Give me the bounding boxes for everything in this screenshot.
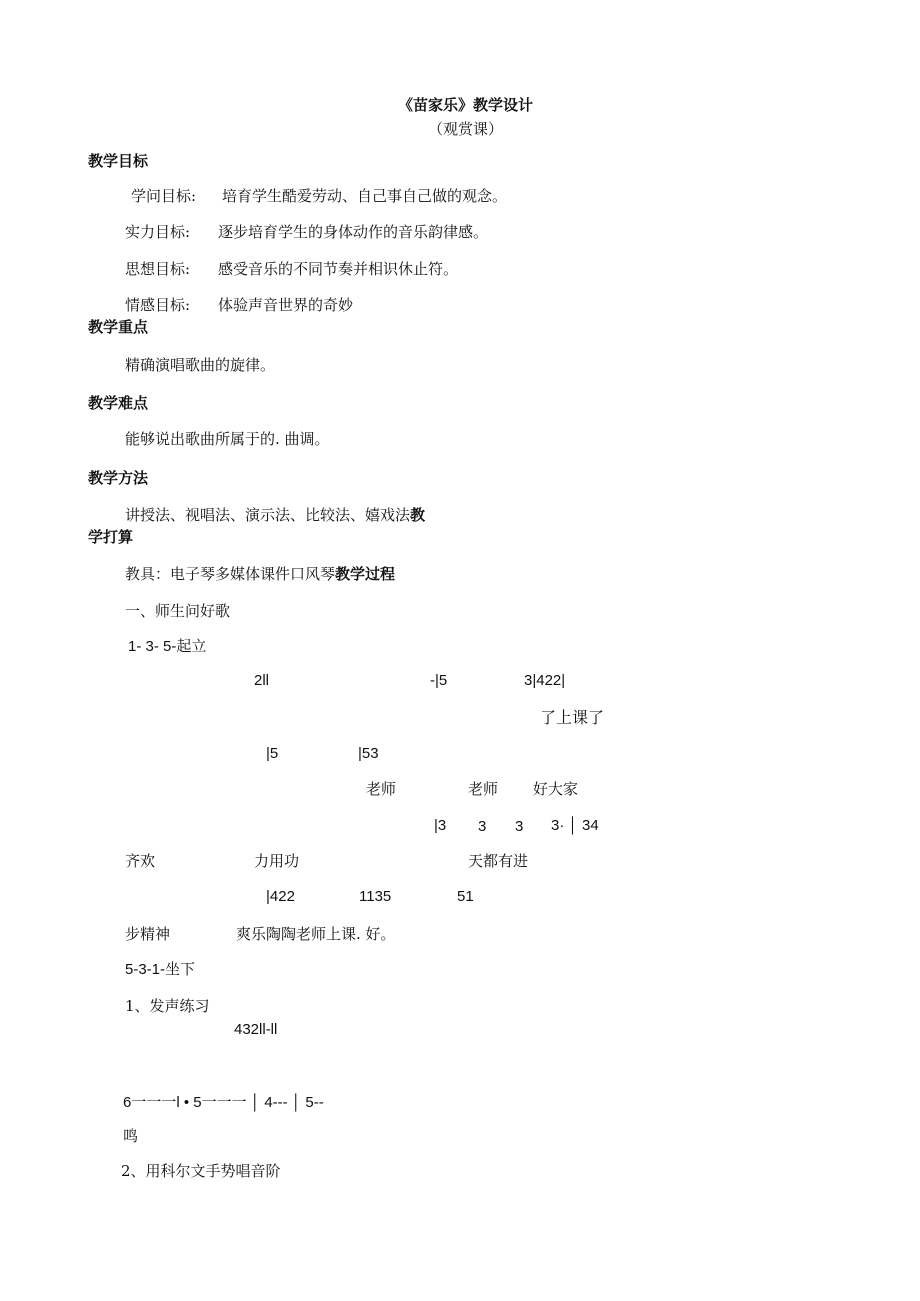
section-heading-key-points: 教学重点	[88, 318, 149, 336]
difficulties-text: 能够说出歌曲所属于的. 曲调。	[125, 430, 330, 448]
section-heading-difficulties: 教学难点	[88, 394, 149, 412]
lyric-3b: 力用功	[254, 852, 300, 870]
notation-4d: 3· │ 34	[551, 817, 599, 834]
lyric-2a: 老师	[366, 780, 397, 798]
step-vocal-practice: 1、发声练习	[125, 997, 210, 1015]
methods-list: 讲授法、视唱法、演示法、比较法、嬉戏法	[125, 506, 411, 524]
methods-text	[125, 508, 425, 523]
notation-4a: |3	[434, 817, 447, 834]
notation-line-8: 6一一一l • 5一一一 │ 4--- │ 5--	[123, 1094, 324, 1111]
methods-tail: 教	[410, 506, 426, 524]
notation-4c: 3	[515, 818, 524, 835]
objective-thought-text: 感受音乐的不同节奏并相识休止符。	[218, 260, 459, 278]
tools-line	[125, 567, 395, 582]
notation-line-7: 432ll-ll	[234, 1021, 278, 1038]
notation-3b: |53	[358, 745, 379, 762]
lyric-3a: 齐欢	[125, 852, 156, 870]
objective-ability-label: 实力目标:	[125, 223, 191, 241]
objective-emotion-text: 体验声音世界的奇妙	[218, 296, 354, 314]
lyric-4a: 步精神	[125, 925, 171, 943]
notation-line-6: 5-3-1-坐下	[125, 961, 196, 978]
doc-title: 《苗家乐》教学设计	[398, 96, 534, 114]
notation-4b: 3	[478, 818, 487, 835]
notation-5a: |422	[266, 888, 295, 905]
section-heading-plan: 学打算	[88, 528, 134, 546]
step-greeting-song: 一、师生问好歌	[125, 602, 231, 620]
doc-subtitle: （观赏课）	[428, 120, 504, 138]
notation-2a: 2ll	[254, 672, 270, 689]
section-heading-process: 教学过程	[335, 565, 396, 583]
lyric-4b: 爽乐陶陶老师上课. 好。	[236, 925, 396, 943]
step-kodaly-scale: 2、用科尔文手势唱音阶	[121, 1162, 281, 1180]
lyric-3c: 天都有进	[468, 852, 529, 870]
objective-knowledge-label: 学问目标:	[131, 187, 197, 205]
lyric-2b: 老师	[468, 780, 499, 798]
objective-knowledge-text: 培育学生酷爱劳动、自己事自己做的观念。	[222, 187, 508, 205]
lyric-line-1: 了上课了	[540, 708, 605, 727]
objective-ability-text: 逐步培育学生的身体动作的音乐韵律感。	[218, 223, 489, 241]
lyric-line-5: 鸣	[123, 1127, 139, 1145]
section-heading-objectives: 教学目标	[88, 152, 149, 170]
lyric-2c: 好大家	[533, 780, 579, 798]
notation-5c: 51	[457, 888, 474, 905]
notation-2b: -|5	[430, 672, 448, 689]
objective-thought-label: 思想目标:	[125, 260, 191, 278]
notation-line-1: 1- 3- 5-起立	[128, 638, 207, 655]
objective-emotion-label: 情感目标:	[125, 296, 191, 314]
key-points-text: 精确演唱歌曲的旋律。	[125, 356, 276, 374]
notation-3a: |5	[266, 745, 279, 762]
tools-text: 教具：电子琴多媒体课件口风琴	[125, 565, 336, 583]
notation-5b: 1135	[359, 888, 392, 905]
section-heading-methods: 教学方法	[88, 469, 149, 487]
notation-2c: 3|422|	[524, 672, 566, 689]
